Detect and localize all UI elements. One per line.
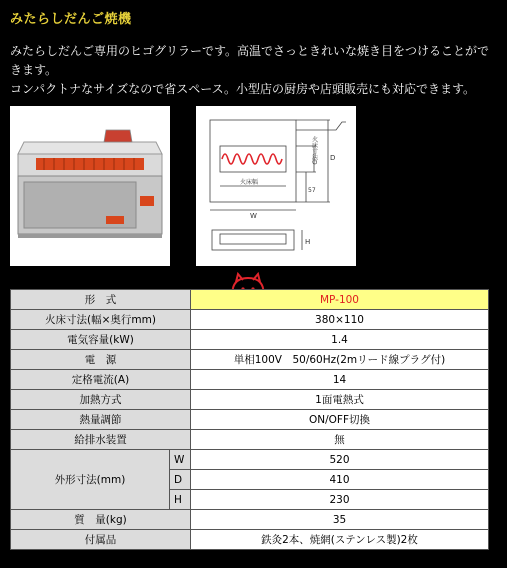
spec-row (11, 390, 489, 410)
dimension-diagram (196, 106, 356, 266)
spec-value: ON/OFF切換 (191, 410, 489, 430)
spec-value: 35 (191, 510, 489, 530)
spec-label: 定格電流(A) (11, 370, 191, 390)
spec-row-weight (11, 510, 489, 530)
product-photo (10, 106, 170, 266)
page-title: みたらしだんご焼機 (10, 12, 132, 27)
description-line-1: みたらしだんご専用のヒゴグリラーです。高温でさっときれいな焼き目をつけることができます。 (10, 44, 490, 77)
label-hearth-depth: 火床寸法D (310, 136, 318, 165)
spec-model-value: MP-100 (191, 290, 489, 310)
spec-value: 無 (191, 430, 489, 450)
spec-value: 14 (191, 370, 489, 390)
spec-label: 熱量調節 (11, 410, 191, 430)
spec-dimension-axis: W (170, 450, 191, 470)
spec-row (11, 410, 489, 430)
spec-row (11, 310, 489, 330)
spec-row (11, 330, 489, 350)
label-d: D (330, 154, 336, 162)
spec-label: 電 源 (11, 350, 191, 370)
grill-photo-illustration (10, 106, 170, 266)
label-h: H (305, 238, 311, 246)
spec-row (11, 350, 489, 370)
spec-label: 付属品 (11, 530, 191, 550)
spec-label: 加熱方式 (11, 390, 191, 410)
spec-value: 単相100V 50/60Hz(2mリード線プラグ付) (191, 350, 489, 370)
spec-row-dimension-w (11, 450, 489, 470)
spec-row-model (11, 290, 489, 310)
spec-label: 形 式 (11, 290, 191, 310)
spec-value: 1面電熱式 (191, 390, 489, 410)
spec-dimension-axis: H (170, 490, 191, 510)
spec-label: 電気容量(kW) (11, 330, 191, 350)
spec-row (11, 370, 489, 390)
spec-table (10, 289, 489, 550)
spec-row-accessories (11, 530, 489, 550)
description-line-2: コンパクトナなサイズなので省スペース。小型店の厨房や店頭販売にも対応できます。 (10, 82, 476, 96)
spec-label: 火床寸法(幅×奥行mm) (11, 310, 191, 330)
label-57: 57 (308, 187, 316, 194)
spec-value: 230 (191, 490, 489, 510)
spec-value: 520 (191, 450, 489, 470)
spec-value: 鉄灸2本、焼網(ステンレス製)2枚 (191, 530, 489, 550)
spec-label: 給排水装置 (11, 430, 191, 450)
label-hearth-width: 火床幅 (240, 179, 259, 186)
spec-value: 1.4 (191, 330, 489, 350)
spec-value: 380×110 (191, 310, 489, 330)
spec-dimension-axis: D (170, 470, 191, 490)
spec-dimension-label: 外形寸法(mm) (11, 450, 170, 510)
spec-row (11, 430, 489, 450)
label-w: W (250, 212, 257, 220)
product-description (10, 42, 500, 99)
spec-label: 質 量(kg) (11, 510, 191, 530)
dimension-drawing (196, 106, 356, 266)
spec-value: 410 (191, 470, 489, 490)
